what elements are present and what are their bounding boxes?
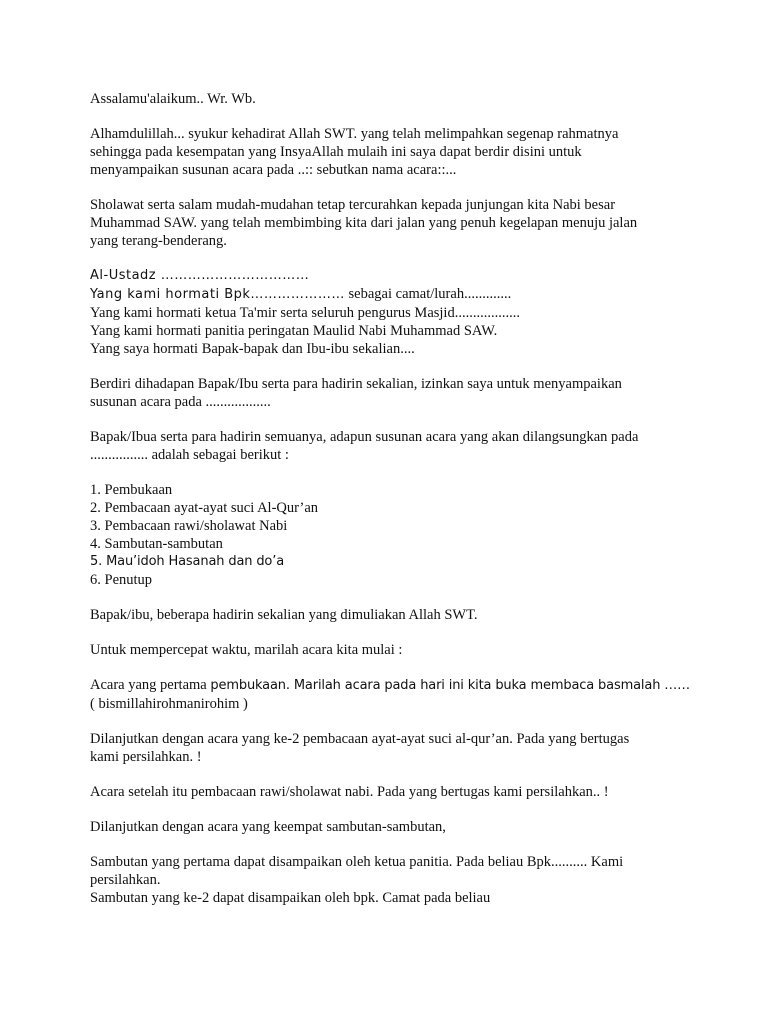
dimuliakan-paragraph: [90, 606, 690, 624]
agenda-item: 1. Pembukaan: [90, 482, 173, 498]
honorifics-paragraph: [90, 267, 690, 358]
greeting-paragraph: [90, 90, 690, 108]
opening-line: menyampaikan susunan acara pada ..:: sebutkan nama acara::...: [90, 162, 457, 178]
honorific-ustadz: Al-Ustadz ……………………………: [90, 268, 310, 283]
susunan-intro-line: ................ adalah sebagai berikut :: [90, 447, 289, 463]
opening-line: sehingga pada kesempatan yang InsyaAllah mulaih ini saya dapat berdir disini untuk: [90, 144, 582, 160]
sholawat-line: yang terang-benderang.: [90, 233, 227, 249]
berdiri-line: susunan acara pada ..................: [90, 394, 271, 410]
acara-keempat-paragraph: [90, 818, 690, 836]
greeting-line: Assalamu'alaikum.. Wr. Wb.: [90, 91, 256, 107]
sholawat-paragraph: [90, 196, 690, 250]
sholawat-line: Sholawat serta salam mudah-mudahan tetap tercurahkan kepada junjungan kita Nabi besar: [90, 197, 616, 213]
agenda-item: 6. Penutup: [90, 572, 153, 588]
dimuliakan-line: Bapak/ibu, beberapa hadirin sekalian yang dimuliakan Allah SWT.: [90, 607, 478, 623]
acara-ketiga-paragraph: [90, 783, 690, 801]
document-body: [90, 90, 690, 924]
agenda-list: [90, 481, 690, 589]
honorific-panitia: Yang kami hormati panitia peringatan Maulid Nabi Muhammad SAW.: [90, 323, 498, 339]
susunan-intro-paragraph: [90, 428, 690, 464]
acara-pertama-paragraph: [90, 676, 690, 713]
honorific-bpk-prefix: Yang kami hormati Bpk…………………: [90, 287, 345, 302]
honorific-hadirin: Yang saya hormati Bapak-bapak dan Ibu-ibu sekalian....: [90, 341, 415, 357]
sambutan-line: Sambutan yang pertama dapat disampaikan oleh ketua panitia. Pada beliau Bpk.......... Kami: [90, 854, 624, 870]
susunan-intro-line: Bapak/Ibua serta para hadirin semuanya, adapun susunan acara yang akan dilangsungkan pada: [90, 429, 639, 445]
acara-ketiga-line: Acara setelah itu pembacaan rawi/sholawat nabi. Pada yang bertugas kami persilahkan.. !: [90, 784, 609, 800]
agenda-item: 4. Sambutan-sambutan: [90, 536, 223, 552]
honorific-bpk-suffix: sebagai camat/lurah.............: [344, 286, 512, 302]
acara-pertama-mixed: pembukaan. Marilah acara pada hari ini kita buka membaca basmalah ……: [210, 678, 690, 693]
berdiri-line: Berdiri dihadapan Bapak/Ibu serta para hadirin sekalian, izinkan saya untuk menyampaikan: [90, 376, 622, 392]
acara-kedua-line: kami persilahkan. !: [90, 749, 202, 765]
acara-keempat-line: Dilanjutkan dengan acara yang keempat sambutan-sambutan,: [90, 819, 446, 835]
agenda-item: 3. Pembacaan rawi/sholawat Nabi: [90, 518, 288, 534]
mempercepat-line: Untuk mempercepat waktu, marilah acara kita mulai :: [90, 642, 403, 658]
opening-paragraph: [90, 125, 690, 179]
berdiri-paragraph: [90, 375, 690, 411]
sholawat-line: Muhammad SAW. yang telah membimbing kita dari jalan yang penuh kegelapan menuju jalan: [90, 215, 638, 231]
acara-pertama-line2: ( bismillahirohmanirohim ): [90, 696, 248, 712]
honorific-takmir: Yang kami hormati ketua Ta'mir serta seluruh pengurus Masjid..................: [90, 305, 520, 321]
mempercepat-paragraph: [90, 641, 690, 659]
sambutan-line: persilahkan.: [90, 872, 161, 888]
agenda-item: 2. Pembacaan ayat-ayat suci Al-Qur’an: [90, 500, 319, 516]
opening-line: Alhamdulillah... syukur kehadirat Allah SWT. yang telah melimpahkan segenap rahmatnya: [90, 126, 619, 142]
acara-pertama-line: [90, 676, 690, 695]
sambutan-line: Sambutan yang ke-2 dapat disampaikan oleh bpk. Camat pada beliau: [90, 890, 491, 906]
acara-kedua-line: Dilanjutkan dengan acara yang ke-2 pembacaan ayat-ayat suci al-qur’an. Pada yang bertugas: [90, 731, 630, 747]
sambutan-paragraph: [90, 853, 690, 907]
honorific-bpk: [90, 285, 690, 304]
acara-kedua-paragraph: [90, 730, 690, 766]
acara-pertama-prefix: Acara yang pertama: [90, 677, 211, 693]
agenda-item: 5. Mau’idoh Hasanah dan do’a: [90, 554, 285, 569]
